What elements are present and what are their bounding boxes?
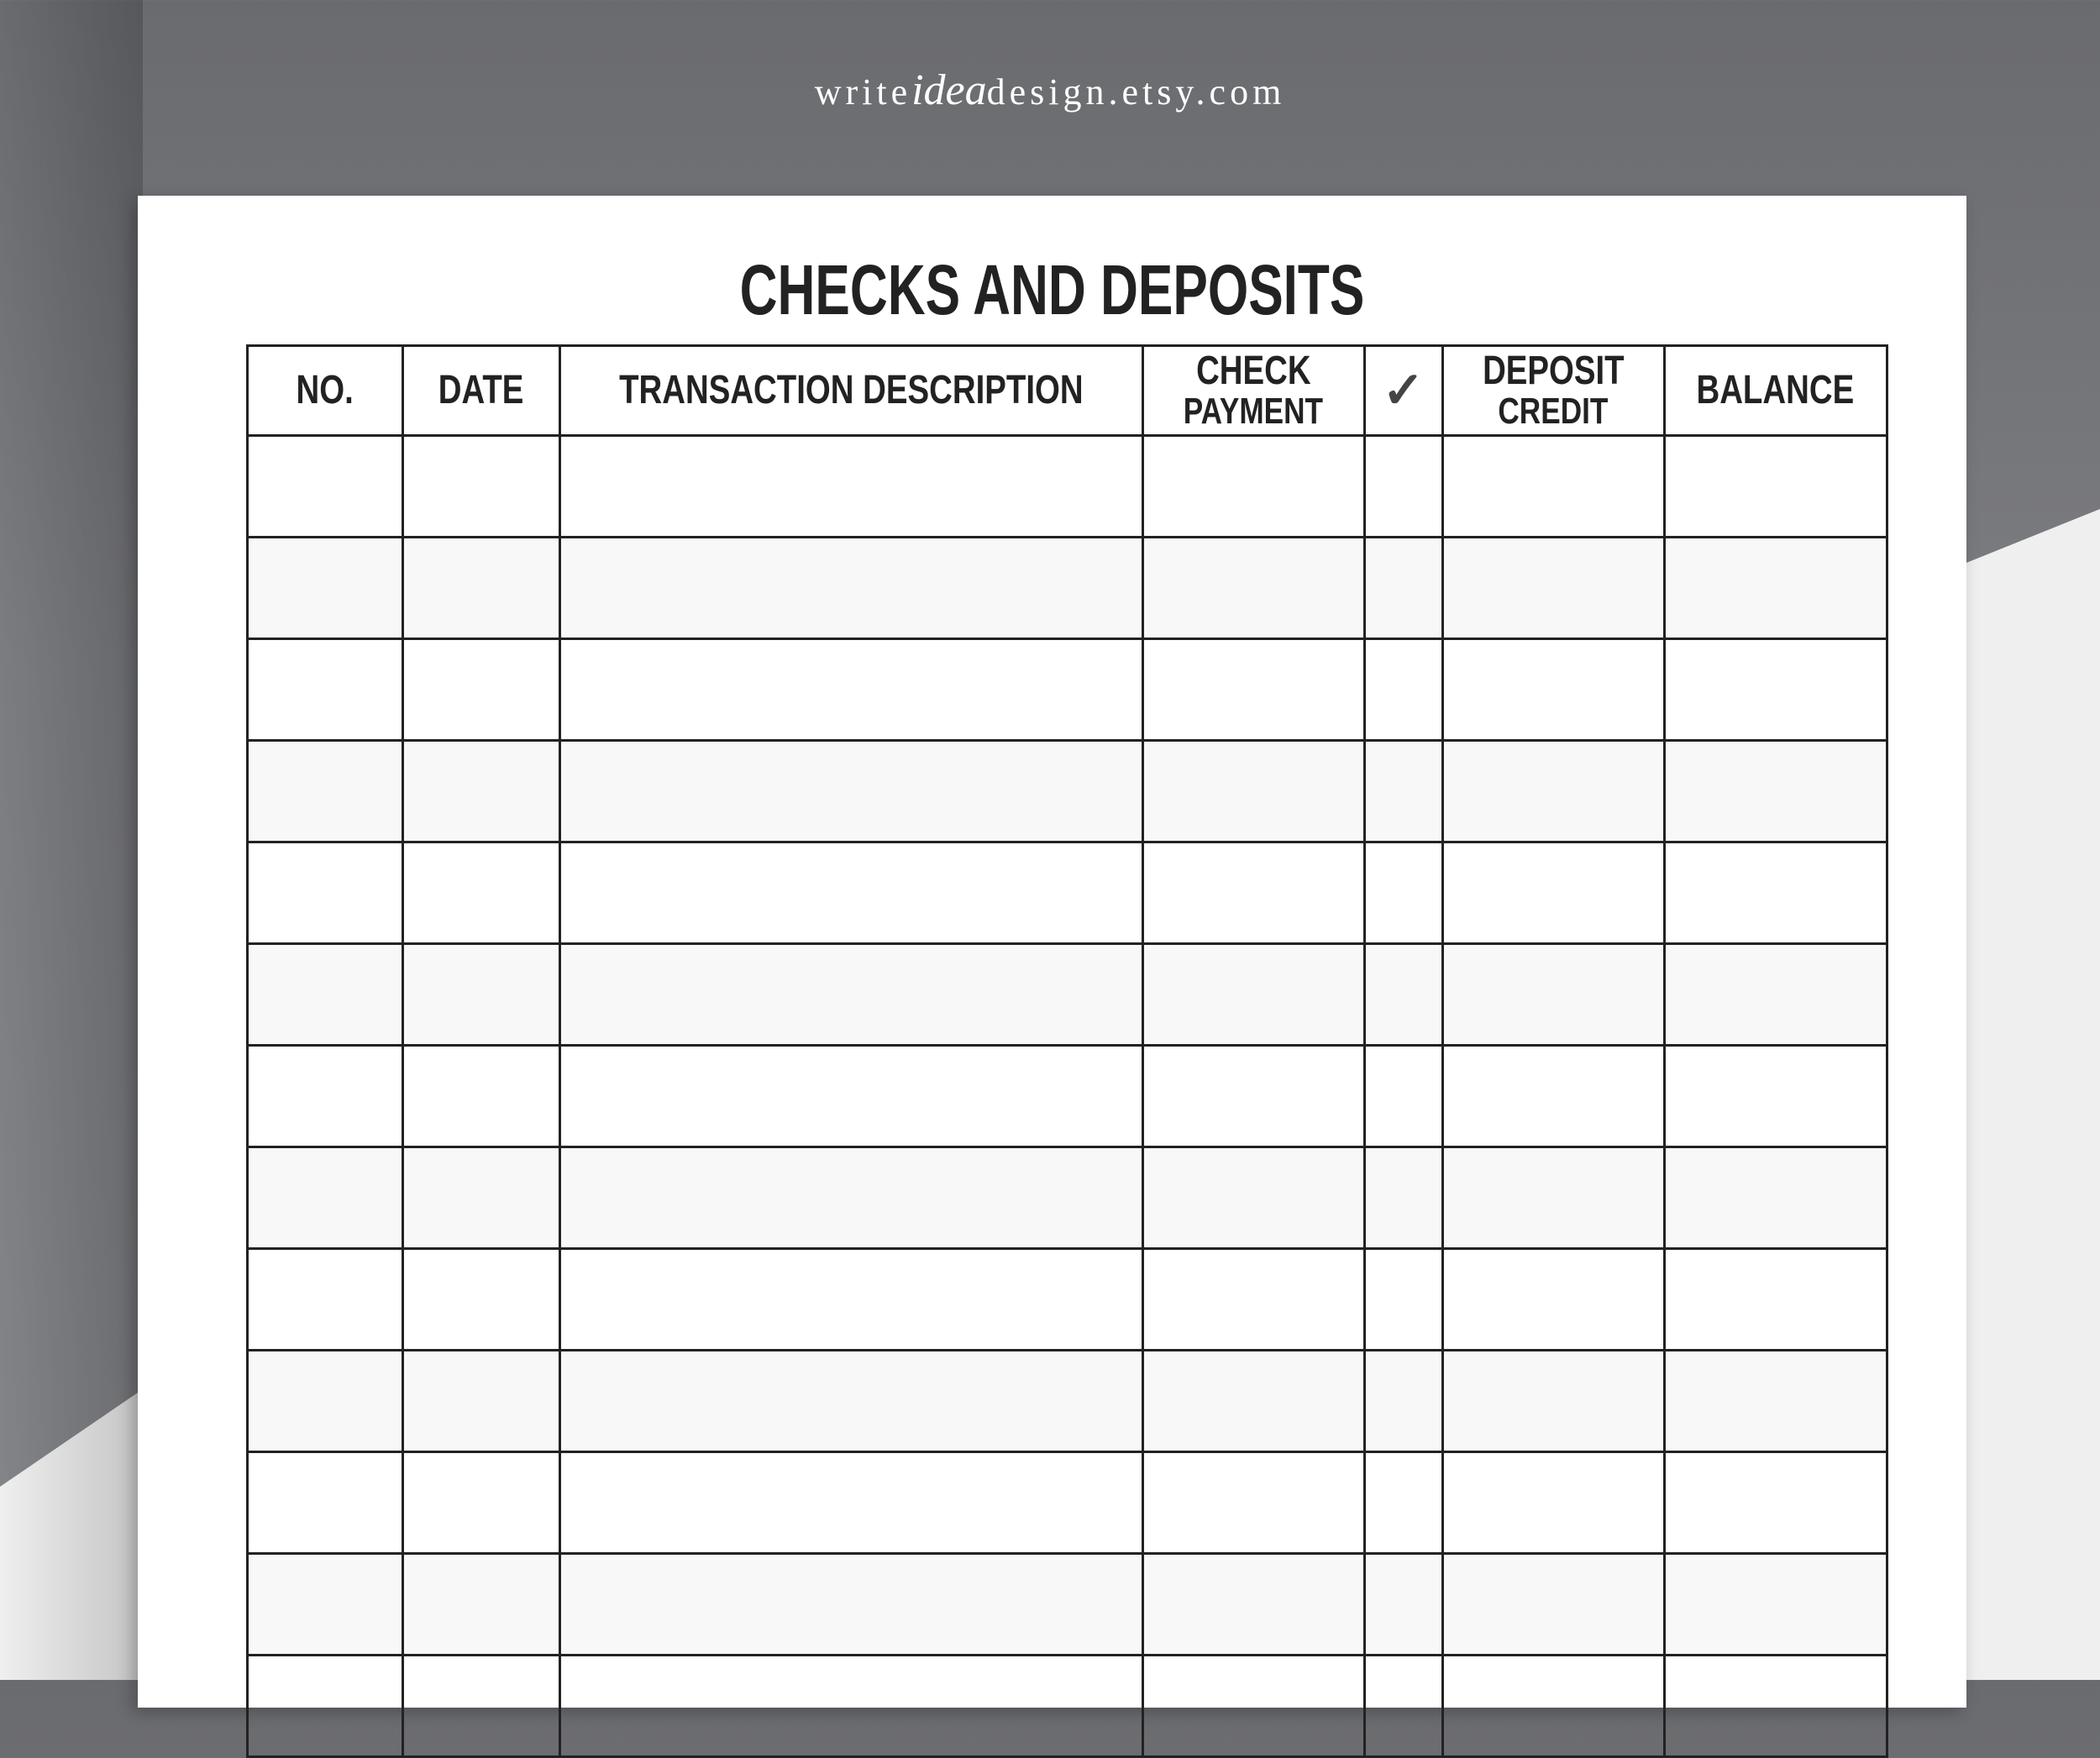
cell-check-payment [1142,1452,1364,1554]
cell-balance [1664,1554,1887,1656]
cell-deposit-credit [1442,944,1664,1046]
cell-date [403,1656,560,1757]
table-row [248,842,1887,944]
cell-deposit-credit [1442,1452,1664,1554]
cell-description [560,944,1143,1046]
cell-check-payment [1142,1249,1364,1351]
cell-deposit-credit [1442,741,1664,842]
cell-deposit-credit [1442,538,1664,639]
cell-deposit-credit [1442,639,1664,741]
cell-deposit-credit [1442,1351,1664,1452]
cell-balance [1664,842,1887,944]
cell-deposit-credit [1442,1046,1664,1147]
cell-no [248,436,403,538]
cell-description [560,538,1143,639]
cell-balance [1664,1452,1887,1554]
cell-check-payment [1142,1351,1364,1452]
table-row [248,436,1887,538]
cell-cleared [1364,944,1442,1046]
cell-deposit-credit [1442,436,1664,538]
cell-no [248,1147,403,1249]
table-row [248,944,1887,1046]
cell-deposit-credit [1442,1249,1664,1351]
cell-description [560,1046,1143,1147]
cell-no [248,944,403,1046]
cell-no [248,1046,403,1147]
column-header-no: NO. [248,346,403,436]
table-row [248,639,1887,741]
cell-check-payment [1142,741,1364,842]
cell-date [403,741,560,842]
cell-deposit-credit [1442,842,1664,944]
cell-description [560,1452,1143,1554]
cell-deposit-credit [1442,1554,1664,1656]
table-row [248,1554,1887,1656]
cell-description [560,436,1143,538]
cell-deposit-credit [1442,1656,1664,1757]
cell-balance [1664,1046,1887,1147]
column-header-check-payment: CHECK PAYMENT [1142,346,1364,436]
cell-deposit-credit [1442,1147,1664,1249]
brand-logo: writeideadesign.etsy.com [814,66,1286,114]
cell-description [560,1147,1143,1249]
table-row [248,1351,1887,1452]
cell-date [403,1046,560,1147]
table-row [248,538,1887,639]
cell-cleared [1364,1351,1442,1452]
cell-balance [1664,944,1887,1046]
cell-balance [1664,741,1887,842]
cell-balance [1664,1656,1887,1757]
cell-balance [1664,538,1887,639]
table-row [248,1147,1887,1249]
cell-check-payment [1142,842,1364,944]
cell-no [248,741,403,842]
cell-description [560,1249,1143,1351]
cell-cleared [1364,1249,1442,1351]
cell-date [403,944,560,1046]
table-row [248,1656,1887,1757]
cell-cleared [1364,842,1442,944]
cell-date [403,639,560,741]
cell-description [560,741,1143,842]
cell-description [560,842,1143,944]
cell-date [403,842,560,944]
cell-check-payment [1142,1046,1364,1147]
column-header-balance: BALANCE [1664,346,1887,436]
cell-description [560,1351,1143,1452]
cell-description [560,639,1143,741]
table-row [248,1249,1887,1351]
cell-check-payment [1142,538,1364,639]
cell-date [403,1554,560,1656]
cell-date [403,538,560,639]
cell-check-payment [1142,436,1364,538]
cell-date [403,1249,560,1351]
cell-balance [1664,1147,1887,1249]
column-header-deposit-credit: DEPOSIT CREDIT [1442,346,1664,436]
cell-balance [1664,436,1887,538]
cell-cleared [1364,1656,1442,1757]
cell-cleared [1364,639,1442,741]
table-row [248,741,1887,842]
cell-cleared [1364,741,1442,842]
cell-check-payment [1142,1656,1364,1757]
cell-cleared [1364,1046,1442,1147]
cell-cleared [1364,1147,1442,1249]
cell-balance [1664,1249,1887,1351]
printable-sheet [138,196,1966,1708]
background-shadow [0,0,143,1680]
cell-check-payment [1142,1554,1364,1656]
cell-check-payment [1142,1147,1364,1249]
cell-no [248,1351,403,1452]
checkmark-icon: ✓ [1382,362,1425,418]
table-header-row [248,346,1887,436]
cell-check-payment [1142,639,1364,741]
page-title: CHECKS AND DEPOSITS [739,250,1365,329]
cell-no [248,1249,403,1351]
cell-cleared [1364,1554,1442,1656]
cell-no [248,538,403,639]
cell-date [403,436,560,538]
cell-no [248,639,403,741]
table-row [248,1046,1887,1147]
cell-description [560,1656,1143,1757]
cell-balance [1664,639,1887,741]
cell-balance [1664,1351,1887,1452]
cell-cleared [1364,1452,1442,1554]
cell-no [248,1554,403,1656]
column-header-date: DATE [403,346,560,436]
table-row [248,1452,1887,1554]
column-header-cleared [1364,346,1442,436]
checks-deposits-table [246,344,1888,1758]
cell-date [403,1147,560,1249]
cell-check-payment [1142,944,1364,1046]
cell-cleared [1364,538,1442,639]
cell-cleared [1364,436,1442,538]
cell-no [248,842,403,944]
cell-date [403,1452,560,1554]
column-header-description: TRANSACTION DESCRIPTION [560,346,1143,436]
cell-date [403,1351,560,1452]
cell-no [248,1452,403,1554]
cell-no [248,1656,403,1757]
cell-description [560,1554,1143,1656]
